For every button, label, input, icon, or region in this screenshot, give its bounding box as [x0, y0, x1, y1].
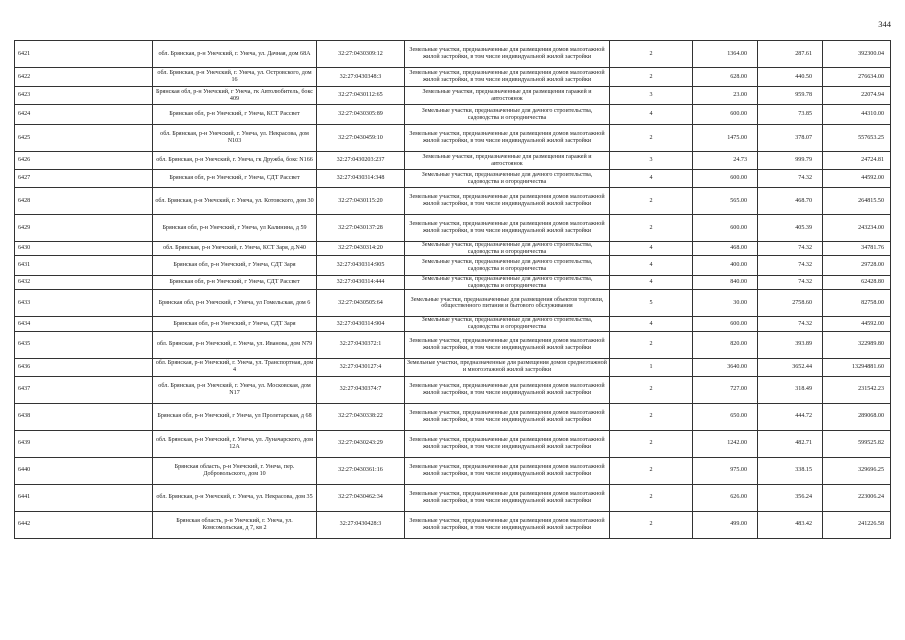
- area-cell: 400.00: [693, 256, 758, 276]
- use-group-cell: 2: [610, 403, 693, 430]
- use-group-cell: 2: [610, 457, 693, 484]
- table-row: [15, 242, 891, 256]
- use-group-cell: 2: [610, 331, 693, 358]
- specific-value-cell: 74.32: [758, 276, 823, 290]
- cadastral-value-cell: 34781.76: [823, 242, 891, 256]
- address-cell: обл. Брянская, р-н Унечский, г. Унеча, ул. Луначарского, дом 12А: [153, 430, 317, 457]
- row-number: 6429: [15, 215, 153, 242]
- specific-value-cell: 440.50: [758, 68, 823, 87]
- use-group-cell: 2: [610, 430, 693, 457]
- use-group-cell: 2: [610, 215, 693, 242]
- land-use-cell: Земельные участки, предназначенные для дачного строительства, садоводства и огородничества: [405, 242, 610, 256]
- table-row: [15, 457, 891, 484]
- specific-value-cell: 378.07: [758, 125, 823, 152]
- land-use-cell: Земельные участки, предназначенные для размещения домов малоэтажной жилой застройки, в том числе индивидуальной жилой застройки: [405, 430, 610, 457]
- cadastral-value-cell: 241226.58: [823, 511, 891, 538]
- cadastral-value-cell: 264815.50: [823, 188, 891, 215]
- table-row: [15, 125, 891, 152]
- table-body: [15, 41, 891, 539]
- cadastral-number-cell: 32:27:0430348:3: [317, 68, 405, 87]
- cadastral-value-cell: 44592.00: [823, 317, 891, 331]
- specific-value-cell: 468.70: [758, 188, 823, 215]
- cadastral-number-cell: 32:27:0430372:1: [317, 331, 405, 358]
- table-row: [15, 68, 891, 87]
- cadastral-number-cell: 32:27:0430462:34: [317, 484, 405, 511]
- use-group-cell: 4: [610, 317, 693, 331]
- row-number: 6427: [15, 170, 153, 188]
- cadastral-value-table: [14, 40, 891, 539]
- address-cell: Брянская обл, р-н Унечский, г Унеча, гк Автолюбитель, бокс 409: [153, 87, 317, 105]
- table-row: [15, 41, 891, 68]
- cadastral-number-cell: 32:27:0430115:20: [317, 188, 405, 215]
- specific-value-cell: 73.85: [758, 105, 823, 125]
- use-group-cell: 2: [610, 511, 693, 538]
- cadastral-number-cell: 32:27:0430127:4: [317, 358, 405, 376]
- cadastral-number-cell: 32:27:0430314:20: [317, 242, 405, 256]
- land-use-cell: Земельные участки, предназначенные для дачного строительства, садоводства и огородничества: [405, 276, 610, 290]
- cadastral-number-cell: 32:27:0430505:64: [317, 290, 405, 317]
- specific-value-cell: 444.72: [758, 403, 823, 430]
- area-cell: 499.00: [693, 511, 758, 538]
- specific-value-cell: 74.32: [758, 317, 823, 331]
- row-number: 6436: [15, 358, 153, 376]
- table-row: [15, 170, 891, 188]
- land-use-cell: Земельные участки, предназначенные для размещения объектов торговли, общественного питания и бытового обслуживания: [405, 290, 610, 317]
- address-cell: Брянская обл, р-н Унечский, г Унеча, СДТ Рассвет: [153, 170, 317, 188]
- row-number: 6421: [15, 41, 153, 68]
- specific-value-cell: 483.42: [758, 511, 823, 538]
- row-number: 6426: [15, 152, 153, 170]
- specific-value-cell: 287.61: [758, 41, 823, 68]
- use-group-cell: 4: [610, 105, 693, 125]
- land-use-cell: Земельные участки, предназначенные для дачного строительства, садоводства и огородничества: [405, 317, 610, 331]
- area-cell: 628.00: [693, 68, 758, 87]
- row-number: 6424: [15, 105, 153, 125]
- area-cell: 840.00: [693, 276, 758, 290]
- area-cell: 650.00: [693, 403, 758, 430]
- table-row: [15, 276, 891, 290]
- table-row: [15, 290, 891, 317]
- cadastral-value-cell: 22074.94: [823, 87, 891, 105]
- area-cell: 1242.00: [693, 430, 758, 457]
- use-group-cell: 4: [610, 170, 693, 188]
- row-number: 6442: [15, 511, 153, 538]
- land-use-cell: Земельные участки, предназначенные для размещения домов малоэтажной жилой застройки, в том числе индивидуальной жилой застройки: [405, 457, 610, 484]
- area-cell: 3640.00: [693, 358, 758, 376]
- use-group-cell: 2: [610, 68, 693, 87]
- address-cell: обл. Брянская, р-н Унечский, г. Унеча, ул. Дачная, дом 68А: [153, 41, 317, 68]
- cadastral-value-cell: 557653.25: [823, 125, 891, 152]
- cadastral-value-cell: 289068.00: [823, 403, 891, 430]
- address-cell: обл. Брянская, р-н Унечский, г. Унеча, ул. Котовского, дом 30: [153, 188, 317, 215]
- cadastral-value-cell: 329696.25: [823, 457, 891, 484]
- land-use-cell: Земельные участки, предназначенные для размещения домов малоэтажной жилой застройки, в том числе индивидуальной жилой застройки: [405, 215, 610, 242]
- address-cell: Брянская обл, р-н Унечский, г Унеча, СДТ Рассвет: [153, 276, 317, 290]
- table-row: [15, 105, 891, 125]
- table-row: [15, 188, 891, 215]
- land-use-cell: Земельные участки, предназначенные для размещения домов малоэтажной жилой застройки, в том числе индивидуальной жилой застройки: [405, 331, 610, 358]
- row-number: 6433: [15, 290, 153, 317]
- row-number: 6431: [15, 256, 153, 276]
- area-cell: 468.00: [693, 242, 758, 256]
- cadastral-value-cell: 44310.00: [823, 105, 891, 125]
- use-group-cell: 2: [610, 484, 693, 511]
- cadastral-number-cell: 32:27:0430243:29: [317, 430, 405, 457]
- use-group-cell: 2: [610, 376, 693, 403]
- address-cell: Брянская обл, р-н Унечский, г Унеча, СДТ Заря: [153, 256, 317, 276]
- table-row: [15, 331, 891, 358]
- cadastral-value-cell: 13294881.60: [823, 358, 891, 376]
- address-cell: Брянская область, р-н Унечский, г. Унеча, ул. Комсомольская, д 7, кв 2: [153, 511, 317, 538]
- area-cell: 30.00: [693, 290, 758, 317]
- use-group-cell: 1: [610, 358, 693, 376]
- cadastral-number-cell: 32:27:0430137:28: [317, 215, 405, 242]
- land-use-cell: Земельные участки, предназначенные для дачного строительства, садоводства и огородничества: [405, 170, 610, 188]
- cadastral-number-cell: 32:27:0430314:905: [317, 256, 405, 276]
- area-cell: 565.00: [693, 188, 758, 215]
- specific-value-cell: 356.24: [758, 484, 823, 511]
- table-row: [15, 317, 891, 331]
- specific-value-cell: 74.32: [758, 242, 823, 256]
- cadastral-number-cell: 32:27:0430203:237: [317, 152, 405, 170]
- row-number: 6428: [15, 188, 153, 215]
- address-cell: Брянская обл, р-н Унечский, г Унеча, КСТ Рассвет: [153, 105, 317, 125]
- area-cell: 24.73: [693, 152, 758, 170]
- area-cell: 600.00: [693, 170, 758, 188]
- row-number: 6422: [15, 68, 153, 87]
- land-use-cell: Земельные участки, предназначенные для размещения домов малоэтажной жилой застройки, в том числе индивидуальной жилой застройки: [405, 376, 610, 403]
- address-cell: обл. Брянская, р-н Унечский, г. Унеча, ул. Транспортная, дом 4: [153, 358, 317, 376]
- use-group-cell: 2: [610, 188, 693, 215]
- address-cell: обл. Брянская, р-н Унечский, г. Унеча, ул. Некрасова, дом N103: [153, 125, 317, 152]
- table-row: [15, 87, 891, 105]
- land-use-cell: Земельные участки, предназначенные для размещения домов малоэтажной жилой застройки, в том числе индивидуальной жилой застройки: [405, 188, 610, 215]
- cadastral-number-cell: 32:27:0430361:16: [317, 457, 405, 484]
- area-cell: 600.00: [693, 215, 758, 242]
- address-cell: Брянская обл, р-н Унечский, г Унеча, ул Калинина, д 59: [153, 215, 317, 242]
- specific-value-cell: 482.71: [758, 430, 823, 457]
- cadastral-value-cell: 223006.24: [823, 484, 891, 511]
- row-number: 6437: [15, 376, 153, 403]
- cadastral-number-cell: 32:27:0430314:904: [317, 317, 405, 331]
- cadastral-value-cell: 231542.23: [823, 376, 891, 403]
- address-cell: Брянская обл, р-н Унечский, г Унеча, СДТ Заря: [153, 317, 317, 331]
- use-group-cell: 5: [610, 290, 693, 317]
- cadastral-value-cell: 276634.00: [823, 68, 891, 87]
- row-number: 6439: [15, 430, 153, 457]
- address-cell: обл. Брянская, р-н Унечский, г. Унеча, КСТ Заря, д.N40: [153, 242, 317, 256]
- land-use-cell: Земельные участки, предназначенные для дачного строительства, садоводства и огородничества: [405, 256, 610, 276]
- cadastral-number-cell: 32:27:0430309:12: [317, 41, 405, 68]
- table-row: [15, 152, 891, 170]
- table-row: [15, 358, 891, 376]
- specific-value-cell: 405.39: [758, 215, 823, 242]
- cadastral-number-cell: 32:27:0430374:7: [317, 376, 405, 403]
- specific-value-cell: 2758.60: [758, 290, 823, 317]
- use-group-cell: 2: [610, 41, 693, 68]
- land-use-cell: Земельные участки, предназначенные для размещения домов среднеэтажной и многоэтажной жилой застройки: [405, 358, 610, 376]
- table-row: [15, 511, 891, 538]
- address-cell: Брянская область, р-н Унечский, г. Унеча, пер. Добровольского, дом 10: [153, 457, 317, 484]
- specific-value-cell: 74.32: [758, 170, 823, 188]
- cadastral-value-cell: 29728.00: [823, 256, 891, 276]
- page-number: 344: [878, 19, 891, 29]
- table-row: [15, 430, 891, 457]
- area-cell: 626.00: [693, 484, 758, 511]
- area-cell: 23.00: [693, 87, 758, 105]
- use-group-cell: 3: [610, 152, 693, 170]
- cadastral-number-cell: 32:27:0430428:3: [317, 511, 405, 538]
- area-cell: 600.00: [693, 105, 758, 125]
- land-use-cell: Земельные участки, предназначенные для размещения гаражей и автостоянок: [405, 87, 610, 105]
- cadastral-value-cell: 24724.81: [823, 152, 891, 170]
- specific-value-cell: 3652.44: [758, 358, 823, 376]
- row-number: 6434: [15, 317, 153, 331]
- use-group-cell: 4: [610, 276, 693, 290]
- specific-value-cell: 338.15: [758, 457, 823, 484]
- land-use-cell: Земельные участки, предназначенные для размещения домов малоэтажной жилой застройки, в том числе индивидуальной жилой застройки: [405, 125, 610, 152]
- row-number: 6423: [15, 87, 153, 105]
- address-cell: Брянская обл, р-н Унечский, г Унеча, ул Гомельская, дом 6: [153, 290, 317, 317]
- area-cell: 1475.00: [693, 125, 758, 152]
- specific-value-cell: 999.79: [758, 152, 823, 170]
- cadastral-number-cell: 32:27:0430338:22: [317, 403, 405, 430]
- land-use-cell: Земельные участки, предназначенные для размещения домов малоэтажной жилой застройки, в том числе индивидуальной жилой застройки: [405, 68, 610, 87]
- area-cell: 820.00: [693, 331, 758, 358]
- row-number: 6440: [15, 457, 153, 484]
- table-row: [15, 215, 891, 242]
- specific-value-cell: 959.78: [758, 87, 823, 105]
- cadastral-number-cell: 32:27:0430305:89: [317, 105, 405, 125]
- use-group-cell: 4: [610, 242, 693, 256]
- row-number: 6425: [15, 125, 153, 152]
- table-row: [15, 256, 891, 276]
- land-use-cell: Земельные участки, предназначенные для размещения домов малоэтажной жилой застройки, в том числе индивидуальной жилой застройки: [405, 41, 610, 68]
- row-number: 6432: [15, 276, 153, 290]
- cadastral-number-cell: 32:27:0430459:10: [317, 125, 405, 152]
- address-cell: обл. Брянская, р-н Унечский, г. Унеча, ул. Московская, дом N17: [153, 376, 317, 403]
- cadastral-value-cell: 62428.80: [823, 276, 891, 290]
- cadastral-value-cell: 82758.00: [823, 290, 891, 317]
- use-group-cell: 3: [610, 87, 693, 105]
- cadastral-value-cell: 44592.00: [823, 170, 891, 188]
- address-cell: обл. Брянская, р-н Унечский, г. Унеча, гк Дружба, бокс N166: [153, 152, 317, 170]
- specific-value-cell: 393.89: [758, 331, 823, 358]
- area-cell: 727.00: [693, 376, 758, 403]
- row-number: 6438: [15, 403, 153, 430]
- cadastral-value-cell: 392300.04: [823, 41, 891, 68]
- address-cell: Брянская обл, р-н Унечский, г Унеча, ул Пролетарская, д 68: [153, 403, 317, 430]
- use-group-cell: 4: [610, 256, 693, 276]
- land-use-cell: Земельные участки, предназначенные для размещения домов малоэтажной жилой застройки, в том числе индивидуальной жилой застройки: [405, 511, 610, 538]
- use-group-cell: 2: [610, 125, 693, 152]
- row-number: 6430: [15, 242, 153, 256]
- cadastral-number-cell: 32:27:0430314:348: [317, 170, 405, 188]
- address-cell: обл. Брянская, р-н Унечский, г. Унеча, ул. Островского, дом 16: [153, 68, 317, 87]
- table-row: [15, 484, 891, 511]
- specific-value-cell: 74.32: [758, 256, 823, 276]
- land-use-cell: Земельные участки, предназначенные для дачного строительства, садоводства и огородничества: [405, 105, 610, 125]
- cadastral-number-cell: 32:27:0430314:444: [317, 276, 405, 290]
- address-cell: обл. Брянская, р-н Унечский, г. Унеча, ул. Иванова, дом N79: [153, 331, 317, 358]
- cadastral-value-cell: 599525.82: [823, 430, 891, 457]
- area-cell: 1364.00: [693, 41, 758, 68]
- row-number: 6435: [15, 331, 153, 358]
- row-number: 6441: [15, 484, 153, 511]
- cadastral-value-cell: 243234.00: [823, 215, 891, 242]
- table-row: [15, 376, 891, 403]
- table-row: [15, 403, 891, 430]
- land-use-cell: Земельные участки, предназначенные для размещения домов малоэтажной жилой застройки, в том числе индивидуальной жилой застройки: [405, 403, 610, 430]
- specific-value-cell: 318.49: [758, 376, 823, 403]
- cadastral-number-cell: 32:27:0430112:65: [317, 87, 405, 105]
- land-use-cell: Земельные участки, предназначенные для размещения домов малоэтажной жилой застройки, в том числе индивидуальной жилой застройки: [405, 484, 610, 511]
- area-cell: 975.00: [693, 457, 758, 484]
- cadastral-value-cell: 322989.80: [823, 331, 891, 358]
- address-cell: обл. Брянская, р-н Унечский, г. Унеча, ул. Некрасова, дом 35: [153, 484, 317, 511]
- land-use-cell: Земельные участки, предназначенные для размещения гаражей и автостоянок: [405, 152, 610, 170]
- area-cell: 600.00: [693, 317, 758, 331]
